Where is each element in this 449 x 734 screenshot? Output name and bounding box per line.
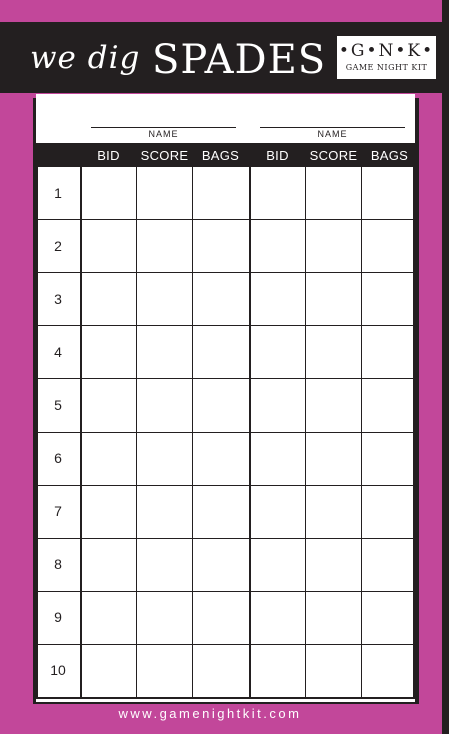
score-cell[interactable] <box>81 592 135 643</box>
grid-row-line <box>36 697 415 699</box>
score-cell[interactable] <box>193 592 248 643</box>
column-header-bid-2: BID <box>266 148 289 163</box>
round-number: 4 <box>54 343 62 360</box>
team-1-name-label: NAME <box>148 129 179 139</box>
score-cell[interactable] <box>137 486 191 537</box>
column-header-bags-1: BAGS <box>201 148 240 163</box>
score-cell[interactable] <box>193 220 248 271</box>
score-cell[interactable] <box>193 433 248 484</box>
score-cell[interactable] <box>137 379 191 430</box>
score-cell[interactable] <box>362 539 414 590</box>
page-title: SPADES <box>152 37 327 83</box>
score-cell[interactable] <box>193 645 248 696</box>
score-cell[interactable] <box>193 379 248 430</box>
score-cell[interactable] <box>137 220 191 271</box>
column-header-score-2: SCORE <box>309 148 358 163</box>
score-cell[interactable] <box>137 645 191 696</box>
score-cell[interactable] <box>137 433 191 484</box>
score-cell[interactable] <box>193 539 248 590</box>
score-cell[interactable] <box>306 220 360 271</box>
score-cell[interactable] <box>137 273 191 324</box>
team-2-name-label: NAME <box>317 129 348 139</box>
score-cell[interactable] <box>362 326 414 377</box>
score-cell[interactable] <box>250 273 304 324</box>
score-cell[interactable] <box>81 539 135 590</box>
score-cell[interactable] <box>250 645 304 696</box>
score-cell[interactable] <box>250 379 304 430</box>
column-header-bid-1: BID <box>97 148 120 163</box>
score-cell[interactable] <box>250 433 304 484</box>
column-header-bags-2: BAGS <box>370 148 409 163</box>
score-cell[interactable] <box>81 167 135 218</box>
score-cell[interactable] <box>193 167 248 218</box>
score-cell[interactable] <box>306 645 360 696</box>
score-cell[interactable] <box>193 326 248 377</box>
right-edge-strip <box>442 0 449 734</box>
round-number: 9 <box>54 609 62 626</box>
score-cell[interactable] <box>306 273 360 324</box>
score-cell[interactable] <box>137 539 191 590</box>
score-cell[interactable] <box>137 592 191 643</box>
round-number: 3 <box>54 290 62 307</box>
website-url[interactable]: www.gamenightkit.com <box>118 706 302 721</box>
score-cell[interactable] <box>306 486 360 537</box>
score-cell[interactable] <box>362 379 414 430</box>
score-cell[interactable] <box>362 433 414 484</box>
score-cell[interactable] <box>250 539 304 590</box>
logo-wordmark: GAME NIGHT KIT <box>345 63 428 72</box>
score-cell[interactable] <box>250 592 304 643</box>
score-cell[interactable] <box>306 539 360 590</box>
score-cell[interactable] <box>306 167 360 218</box>
score-cell[interactable] <box>81 273 135 324</box>
round-number: 8 <box>54 556 62 573</box>
score-cell[interactable] <box>362 645 414 696</box>
score-card <box>36 94 415 702</box>
score-cell[interactable] <box>250 486 304 537</box>
score-cell[interactable] <box>81 220 135 271</box>
team-1-name-line[interactable] <box>91 127 236 128</box>
score-cell[interactable] <box>81 326 135 377</box>
score-cell[interactable] <box>306 592 360 643</box>
team-2-name-line[interactable] <box>260 127 405 128</box>
round-number: 5 <box>54 396 62 413</box>
round-number: 2 <box>54 237 62 254</box>
column-header-row <box>36 143 415 167</box>
score-cell[interactable] <box>362 486 414 537</box>
score-cell[interactable] <box>362 592 414 643</box>
score-cell[interactable] <box>81 433 135 484</box>
score-cell[interactable] <box>81 379 135 430</box>
score-cell[interactable] <box>193 486 248 537</box>
score-cell[interactable] <box>193 273 248 324</box>
brand-logo <box>337 36 436 79</box>
logo-monogram: •G•N•K• <box>338 41 435 61</box>
script-heading: we dig <box>30 40 141 76</box>
score-cell[interactable] <box>250 326 304 377</box>
score-cell[interactable] <box>362 167 414 218</box>
score-cell[interactable] <box>306 326 360 377</box>
score-cell[interactable] <box>137 167 191 218</box>
column-header-score-1: SCORE <box>140 148 189 163</box>
round-number: 10 <box>50 662 66 679</box>
score-cell[interactable] <box>137 326 191 377</box>
round-number: 1 <box>54 184 62 201</box>
score-cell[interactable] <box>306 433 360 484</box>
score-cell[interactable] <box>81 645 135 696</box>
round-number: 6 <box>54 450 62 467</box>
score-cell[interactable] <box>362 273 414 324</box>
score-cell[interactable] <box>362 220 414 271</box>
title-banner <box>0 22 442 93</box>
score-cell[interactable] <box>250 167 304 218</box>
round-number: 7 <box>54 503 62 520</box>
score-cell[interactable] <box>81 486 135 537</box>
score-cell[interactable] <box>306 379 360 430</box>
score-cell[interactable] <box>250 220 304 271</box>
